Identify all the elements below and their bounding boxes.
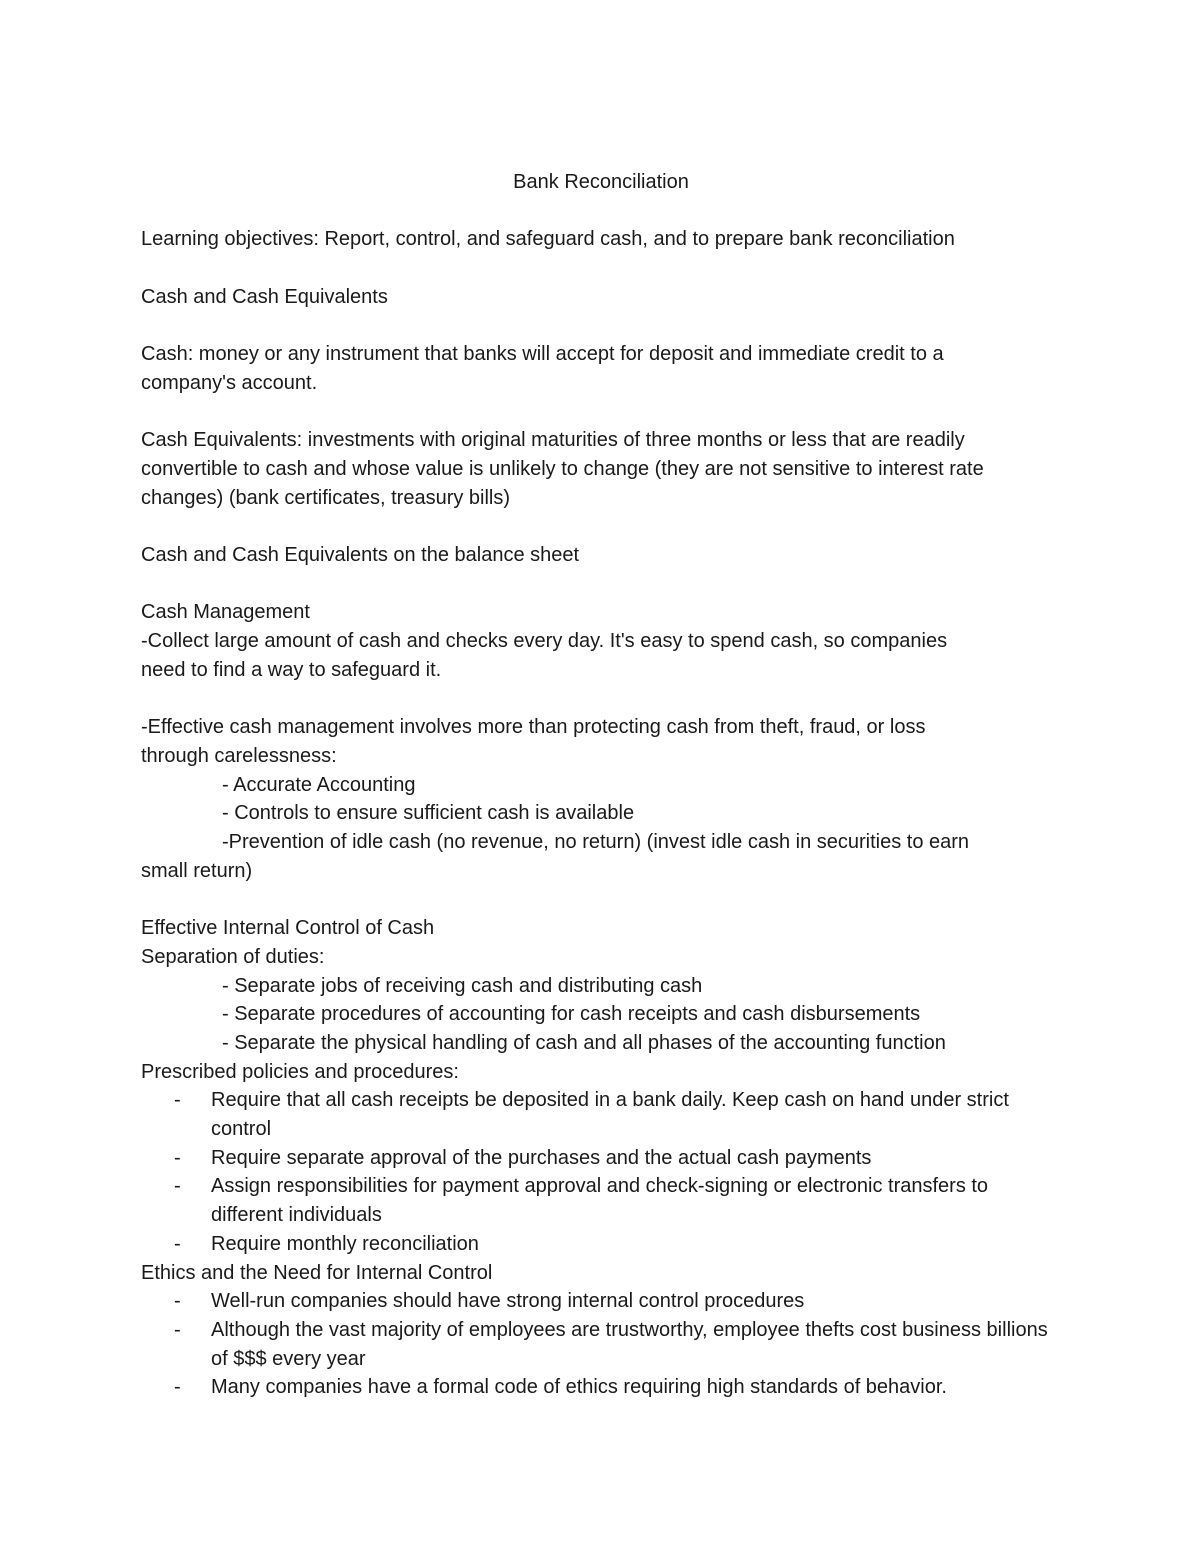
prescribed-list-item	[141, 1086, 1061, 1143]
cash-management-item: - Accurate Accounting	[222, 773, 416, 796]
bullet-dash: -	[174, 1290, 181, 1313]
cash-equivalents-definition-line: convertible to cash and whose value is unlikely to change (they are not sensitive to interest rate	[141, 457, 984, 480]
cash-definition-line: company's account.	[141, 371, 318, 394]
spacer	[141, 311, 1061, 340]
cash-management-paragraph-line: need to find a way to safeguard it.	[141, 658, 442, 681]
bullet-dash: -	[174, 1089, 181, 1112]
spacer	[141, 570, 1061, 599]
cash-management-item: -Prevention of idle cash (no revenue, no return) (invest idle cash in securities to earn	[222, 831, 970, 854]
cash-management-paragraph-line: through carelessness:	[141, 744, 337, 767]
prescribed-item-text: Require that all cash receipts be deposited in a bank daily. Keep cash on hand under strict control	[211, 1089, 1009, 1141]
bullet-dash: -	[174, 1232, 181, 1255]
spacer	[141, 254, 1061, 283]
document-body	[141, 168, 1061, 1402]
spacer	[141, 685, 1061, 714]
cash-management-paragraph-line: -Collect large amount of cash and checks every day. It's easy to spend cash, so companies	[141, 630, 948, 653]
cash-definition-line: Cash: money or any instrument that banks will accept for deposit and immediate credit to a	[141, 343, 944, 366]
prescribed-item-text: Require monthly reconciliation	[211, 1232, 479, 1255]
bullet-dash: -	[174, 1376, 181, 1399]
bullet-dash: -	[174, 1146, 181, 1169]
section-heading-internal-control: Effective Internal Control of Cash	[141, 917, 435, 940]
cash-management-paragraph-line: -Effective cash management involves more than protecting cash from theft, fraud, or loss	[141, 716, 926, 739]
prescribed-list-item	[141, 1144, 1061, 1173]
document-title: Bank Reconciliation	[513, 171, 689, 193]
separation-item: - Separate the physical handling of cash and all phases of the accounting function	[222, 1031, 946, 1054]
prescribed-list-item	[141, 1230, 1061, 1259]
prescribed-item-text: Assign responsibilities for payment approval and check-signing or electronic transfers to different individuals	[211, 1175, 989, 1227]
prescribed-policies-label: Prescribed policies and procedures:	[141, 1060, 459, 1083]
cash-equivalents-definition-line: Cash Equivalents: investments with original maturities of three months or less that are readily	[141, 429, 965, 452]
spacer	[141, 197, 1061, 226]
spacer	[141, 512, 1061, 541]
bullet-dash: -	[174, 1319, 181, 1341]
spacer	[141, 885, 1061, 914]
prescribed-list-item	[141, 1172, 1061, 1229]
section-heading-ethics: Ethics and the Need for Internal Control	[141, 1261, 493, 1284]
separation-of-duties-label: Separation of duties:	[141, 945, 325, 968]
bullet-dash: -	[174, 1175, 181, 1198]
spacer	[141, 398, 1061, 427]
separation-item: - Separate jobs of receiving cash and distributing cash	[222, 974, 703, 997]
cash-management-item-continuation: small return)	[141, 859, 253, 882]
cash-management-item: - Controls to ensure sufficient cash is available	[222, 802, 635, 825]
ethics-item-text: Although the vast majority of employees are trustworthy, employee thefts cost business billions of $$$ every year	[211, 1319, 1048, 1370]
cash-equivalents-definition-line: changes) (bank certificates, treasury bills)	[141, 486, 511, 509]
prescribed-item-text: Require separate approval of the purchases and the actual cash payments	[211, 1146, 872, 1169]
separation-item: - Separate procedures of accounting for cash receipts and cash disbursements	[222, 1003, 921, 1026]
ethics-list-item	[141, 1373, 1061, 1402]
ethics-list-item	[141, 1316, 1061, 1373]
ethics-list-item	[141, 1287, 1061, 1316]
section-heading-cash-equivalents: Cash and Cash Equivalents	[141, 285, 388, 308]
ethics-item-text: Many companies have a formal code of ethics requiring high standards of behavior.	[211, 1376, 947, 1399]
ethics-item-text: Well-run companies should have strong internal control procedures	[211, 1290, 805, 1313]
section-heading-cash-management: Cash Management	[141, 601, 310, 624]
learning-objectives: Learning objectives: Report, control, and safeguard cash, and to prepare bank reconciliation	[141, 228, 955, 251]
balance-sheet-note: Cash and Cash Equivalents on the balance sheet	[141, 544, 580, 567]
